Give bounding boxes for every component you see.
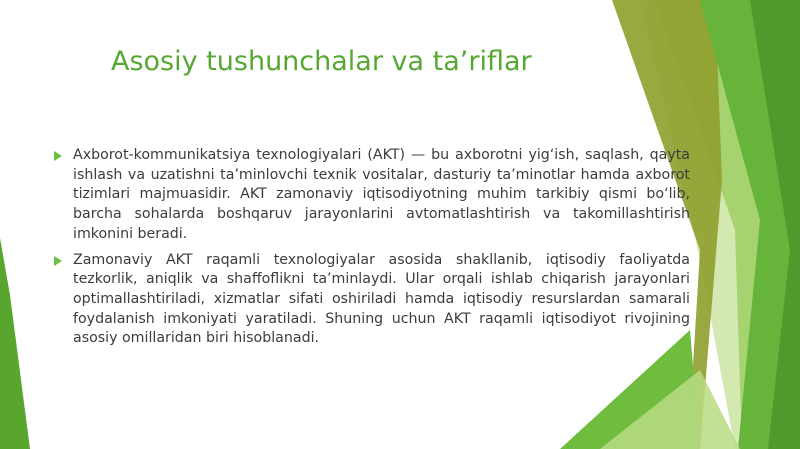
left-accent-shape	[0, 238, 30, 449]
bullet-list	[50, 146, 690, 355]
bullet-text: Zamonaviy AKT raqamli texnologiyalar asosida shakllanib, iqtisodiy faoliyatda tezkorlik, aniqlik va shaffoflikni ta’minlaydi. Ular orqali ishlab chiqarish jarayonlari optimallashtiriladi, xizmatlar sifati oshiriladi hamda iqtisodiy resurslardan samarali foydalanish imkoniyati yaratiladi. Shuning uchun AKT raqamli iqtisodiyot rivojining asosiy omillaridan biri hisoblanadi.	[73, 251, 690, 347]
slide-title: Asosiy tushunchalar va ta’riflar	[111, 46, 532, 77]
triangle-bullet-icon	[54, 151, 62, 161]
bullet-item	[50, 251, 690, 350]
triangle-bullet-icon	[54, 256, 62, 266]
bullet-text: Axborot-kommunikatsiya texnologiyalari (AKT) — bu axborotni yig‘ish, saqlash, qayta ishlash va uzatishni ta’minlovchi texnik vositalar, dasturiy ta’minotlar hamda axborot tizimlari majmuasidir. AKT zamonaviy iqtisodiyotning muhim tarkibiy qismi bo‘lib, barcha sohalarda boshqaruv jarayonlarini avtomatlashtirish va takomillashtirish imkonini beradi.	[73, 147, 690, 242]
bullet-item	[50, 146, 690, 245]
